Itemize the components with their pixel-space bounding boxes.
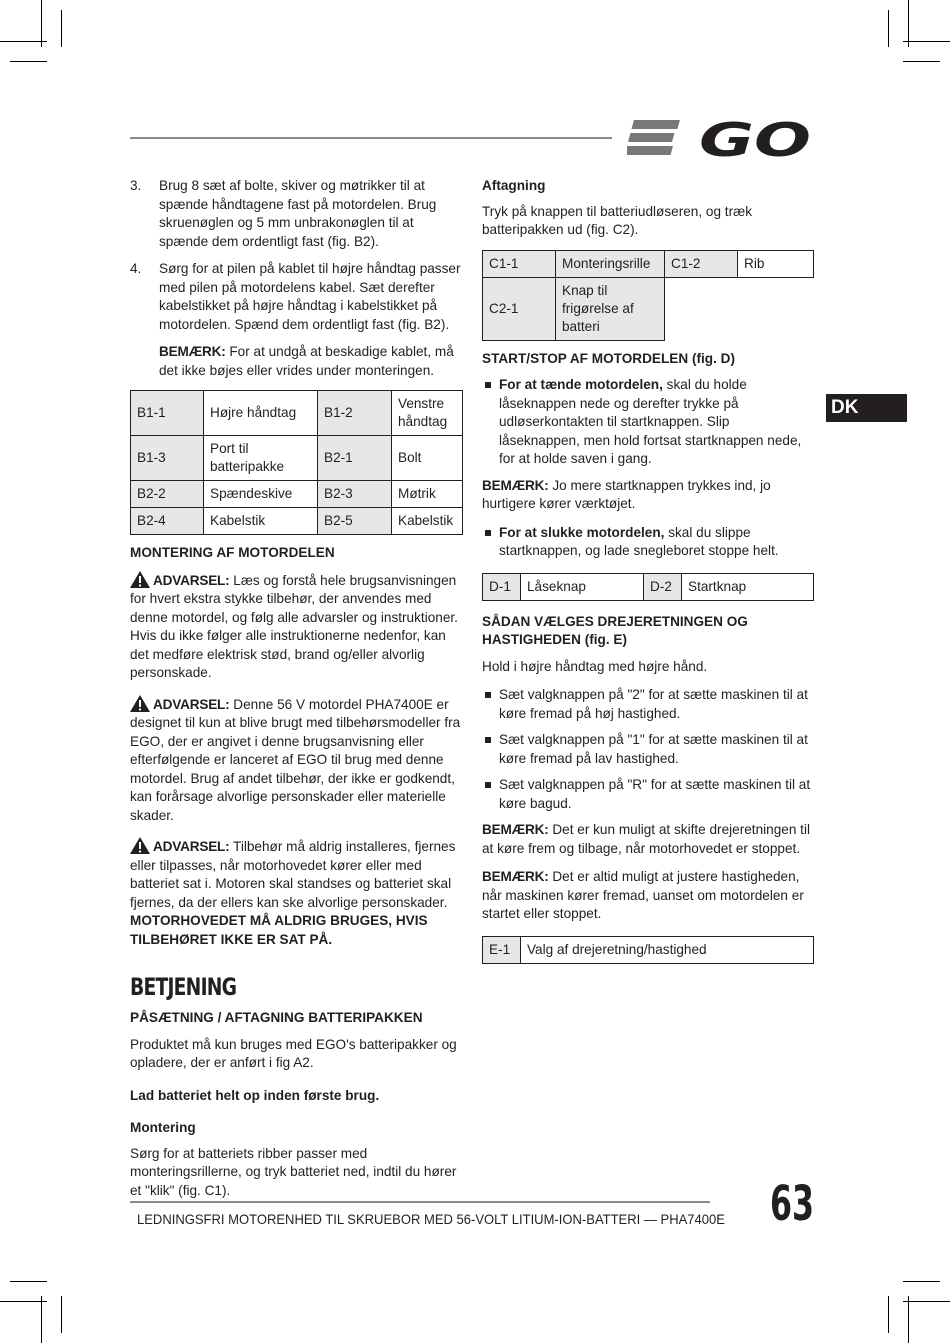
table-cell: B2-5 [318,508,392,535]
direction-heading: SÅDAN VÆLGES DREJERETNINGEN OG HASTIGHEDEN (fig. E) [482,613,748,647]
table-cell: Spændeskive [204,481,318,508]
warning-text: Læs og forstå hele brugsanvisningen for hvert ekstra stykke tilbehør, der anvendes med denne motordel, og følg alle advarsler og instruktioner. Hvis du ikke følger alle instruktionerne nedenfor, kan det medføre elektrisk stød, brand og/eller alvorlig personskade. [130,572,458,680]
note-label: BEMÆRK: [482,477,549,493]
table-cell: C2-1 [483,277,556,340]
crop-mark [903,41,950,42]
removal-heading: Aftagning [482,178,546,193]
parts-table-b [130,390,463,535]
bullet-label: For at tænde motordelen, [499,377,663,392]
table-row [131,391,463,436]
warning-label: ADVARSEL: [153,696,230,712]
table-cell: B2-2 [131,481,204,508]
table-cell: Port til batteripakke [204,436,318,481]
table-cell: E-1 [483,936,521,963]
crop-mark [41,0,42,47]
warning-label: ADVARSEL: [153,572,230,588]
table-cell: Møtrik [392,481,463,508]
table-cell: B2-4 [131,508,204,535]
crop-mark [903,1301,950,1302]
note-direction [482,821,814,858]
crop-mark [10,1281,47,1282]
table-row [131,436,463,481]
right-column [482,177,814,964]
table-cell: Bolt [392,436,463,481]
step-text: Brug 8 sæt af bolte, skiver og møtrikker til at spænde håndtagene fast på motordelen. Brug skruenøglen og 5 mm unbrakonøglen til at spænde dem ordentligt fast (fig. B2). [159,178,437,249]
ego-logo [627,116,813,160]
assembly-heading: MONTERING AF MOTORDELEN [130,545,335,560]
table-row [131,508,463,535]
table-row [483,277,814,340]
parts-table-e [482,936,814,964]
table-cell: Låseknap [521,573,644,600]
list-item: Sæt valgknappen på "2" for at sætte maskinen til at køre fremad på høj hastighed. [482,686,814,723]
footer-title: LEDNINGSFRI MOTORENHED TIL SKRUEBOR MED 56-VOLT LITIUM-ION-BATTERI — PHA7400E [137,1211,725,1227]
table-cell: Venstre håndtag [392,391,463,436]
table-cell: Monteringsrille [556,250,665,277]
warning-label: ADVARSEL: [153,839,230,854]
warning-3 [130,837,463,949]
crop-mark [0,1301,47,1302]
note-text: Det er altid muligt at justere hastigheden, når maskinen kører fremad, uanset om motordelen er startet eller stoppet. [482,869,804,921]
crop-mark [903,61,940,62]
note-adjust [482,868,814,924]
note-cable [159,343,463,380]
list-item [482,524,814,561]
page-number: 63 [770,1176,815,1232]
table-cell: B1-3 [131,436,204,481]
table-cell: Kabelstik [204,508,318,535]
note-label: BEMÆRK: [159,344,226,359]
footer-rule [130,1201,710,1203]
step-text: Sørg for at pilen på kablet til højre håndtag passer med pilen på motordelens kabel. Sæt derefter kabelstikket på højre håndtag i kabelstikket på motordelen. Spænd dem ordentligt fast (fig. B2). [159,261,461,332]
mounting-heading: Montering [130,1120,196,1135]
start-list [482,376,814,469]
crop-mark [61,1296,62,1333]
crop-mark [888,1296,889,1333]
table-cell: D-1 [483,573,521,600]
direction-list [482,686,814,813]
battery-text: Produktet må kun bruges med EGO's batteripakker og opladere, der er anført i fig A2. [130,1036,457,1070]
warning-emphasis: MOTORHOVEDET MÅ ALDRIG BRUGES, HVIS TILBEHØRET IKKE ER SAT PÅ. [130,913,428,947]
crop-mark [10,61,47,62]
table-cell: Knap til frigørelse af batteri [556,277,665,340]
crop-mark [61,10,62,47]
parts-table-c [482,250,814,341]
crop-mark [903,1281,940,1282]
list-item [482,376,814,469]
step-number: 4. [130,261,142,276]
table-cell: Højre håndtag [204,391,318,436]
svg-text:GO: GO [699,116,811,160]
table-row [131,481,463,508]
table-cell: D-2 [644,573,682,600]
list-item: Sæt valgknappen på "R" for at sætte maskinen til at køre bagud. [482,776,814,813]
mounting-text: Sørg for at batteriets ribber passer med monteringsrillerne, og tryk batteriet ned, indtil du hører et "klik" (fig. C1). [130,1145,457,1198]
section-title: BETJENING [130,973,237,1001]
table-cell: B1-2 [318,391,392,436]
warning-icon [130,571,150,588]
note-label: BEMÆRK: [482,822,549,837]
battery-heading: PÅSÆTNING / AFTAGNING BATTERIPAKKEN [130,1010,423,1025]
parts-table-d [482,573,814,601]
list-item: Sæt valgknappen på "1" for at sætte maskinen til at køre fremad på lav hastighed. [482,731,814,768]
crop-mark [888,10,889,47]
warning-text: Denne 56 V motordel PHA7400E er designet til kun at blive brugt med tilbehørsmodeller fra EGO, der er angivet i denne brugsanvisning eller efterfølgende er lanceret af EGO til brug med denne motordel. Brug af andet tilbehør, der ikke er godkendt, kan forårsage alvorlige personskader eller materielle skader. [130,696,461,823]
warning-text: Tilbehør må aldrig installeres, fjernes eller tilpasses, når motorhovedet kører eller med batteriet sat i. Motoren skal standses og batteriet skal fjernes, da der ellers kan ske alvorlige personskader. [130,839,456,910]
language-tab: DK [826,394,907,422]
table-cell: C1-1 [483,250,556,277]
crop-mark [908,0,909,47]
bullet-text: skal du slippe startknappen, og lade snegleboret stoppe helt. [499,524,779,558]
note-text: Jo mere startknappen trykkes ind, jo hurtigere kører værktøjet. [482,477,771,511]
warning-icon [130,695,150,712]
removal-text: Tryk på knappen til batteriudløseren, og træk batteripakken ud (fig. C2). [482,203,752,237]
table-cell: C1-2 [665,250,738,277]
step-number: 3. [130,178,142,193]
note-text: Det er kun muligt at skifte drejeretningen til at køre frem og tilbage, når motorhovedet er stoppet. [482,822,810,856]
table-cell: Rib [738,250,814,277]
table-cell: B2-3 [318,481,392,508]
header-rule [130,137,612,139]
table-cell: Valg af drejeretning/hastighed [521,936,814,963]
table-cell: B1-1 [131,391,204,436]
warning-1 [130,571,463,683]
table-cell: Startknap [682,573,814,600]
left-column [130,177,463,1210]
warning-2 [130,695,463,826]
stop-list [482,524,814,561]
table-row [483,250,814,277]
bullet-text: skal du holde låseknappen nede og derefter trykke på udløserkontakten til startknappen. Slip låseknappen, men hold fortsat startknappen nede, for at holde saven i gang. [499,377,802,466]
table-cell: Kabelstik [392,508,463,535]
note-label: BEMÆRK: [482,869,549,884]
table-row [483,573,814,600]
note-text: For at undgå at beskadige kablet, må det ikke bøjes eller vrides under monteringen. [159,344,454,378]
crop-mark [0,41,47,42]
charge-note: Lad batteriet helt op inden første brug. [130,1087,380,1103]
crop-mark [908,1296,909,1343]
warning-icon [130,837,150,854]
direction-intro: Hold i højre håndtag med højre hånd. [482,658,708,674]
startstop-heading: START/STOP AF MOTORDELEN (fig. D) [482,350,735,366]
table-row [483,936,814,963]
crop-mark [41,1296,42,1343]
note-speed [482,477,814,514]
table-cell: B2-1 [318,436,392,481]
bullet-label: For at slukke motordelen, [499,524,665,540]
step-3 [130,177,463,251]
step-4 [130,260,463,334]
